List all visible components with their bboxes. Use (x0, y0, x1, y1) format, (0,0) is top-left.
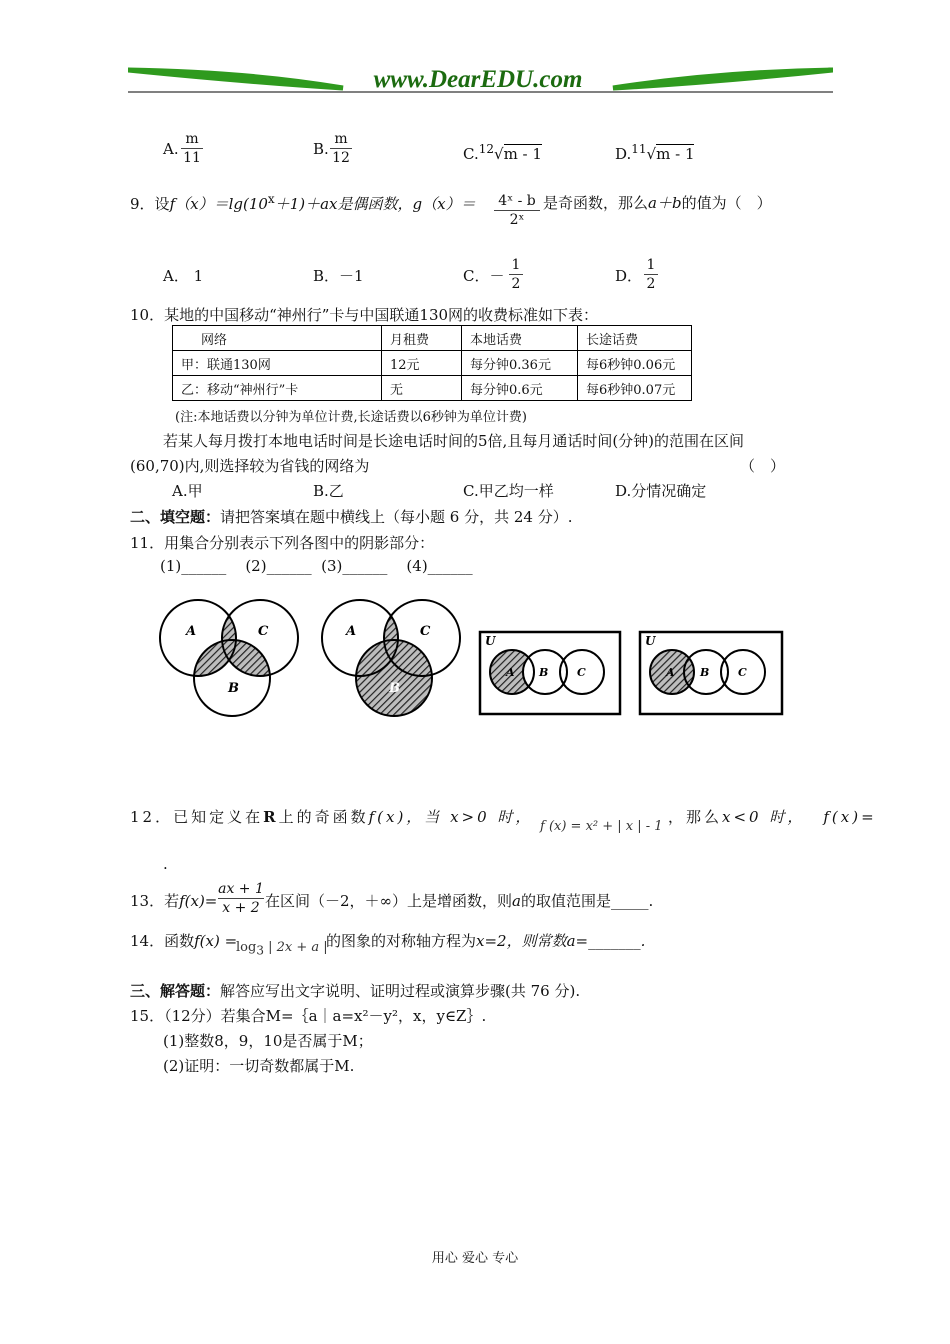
q12-part: 12．已知定义在 (130, 808, 264, 826)
frac-numerator: m (334, 131, 348, 147)
q9-sup: x (267, 192, 275, 206)
answer-paren: （ ） (740, 457, 786, 475)
q15-text: 15．（12分）若集合M=｛a｜a=x²－y²，x，y∈Z｝. (130, 1007, 487, 1025)
logo-text: www.DearEDU.com (373, 66, 583, 93)
log-base: 3 (256, 943, 264, 958)
table-cell: 无 (382, 376, 462, 401)
q9-part: 的值为（ ） (681, 194, 772, 212)
frac-numerator: 4ˣ - b (498, 193, 536, 209)
section-instructions: 请把答案填在题中横线上（每小题 6 分，共 24 分）. (220, 508, 573, 526)
section-2-heading (130, 506, 573, 527)
q10-text: 10．某地的中国移动“神州行”卡与中国联通130网的收费标准如下表： (130, 306, 599, 324)
table-header-cell: 网络 (173, 326, 382, 351)
section-3-heading (130, 980, 580, 1001)
q12-text (130, 806, 533, 827)
q9-part: a＋b (648, 194, 682, 212)
section-instructions: 解答应写出文字说明、证明过程或演算步骤(共 76 分). (220, 982, 581, 1000)
q12-part: x<0 时， (722, 808, 806, 826)
q13-part: 13．若 (130, 892, 180, 910)
q15-part-1: (1)整数8，9，10是否属于M； (163, 1032, 373, 1050)
q12-part: f(x)= (823, 808, 877, 826)
q13-part: a (512, 892, 521, 910)
q13-text-head (130, 890, 217, 911)
root-index: 12 (478, 142, 494, 156)
frac-denominator: 12 (332, 150, 350, 166)
table-row (173, 376, 692, 401)
table-cell: 每6秒钟0.07元 (578, 376, 692, 401)
q13-fraction (218, 880, 264, 917)
venn-label-c: C (738, 666, 747, 679)
q14-part: f(x) = (194, 932, 238, 950)
q9-part: ＋1)＋ax是偶函数，g（x）＝ (274, 195, 476, 213)
venn-label-c: C (420, 624, 431, 639)
q8-option-a-label: A. (163, 140, 179, 158)
table-header-cell: 本地话费 (462, 326, 578, 351)
section-title: 二、填空题： (130, 508, 221, 526)
section-title: 三、解答题： (130, 982, 221, 1000)
venn-label-a: A (666, 666, 675, 679)
venn-diagram-4 (640, 632, 782, 714)
q14-text-tail (326, 930, 645, 951)
q12-formula: f (x) = x² + | x | - 1 (540, 819, 663, 834)
q9-option-c-fraction (509, 256, 523, 293)
log-argument: | 2x + a | (268, 940, 328, 955)
q13-part: f(x)= (179, 892, 218, 910)
q8-option-b-fraction (330, 130, 352, 167)
q10-body-1: 若某人每月拨打本地电话时间是长途电话时间的5倍,且每月通话时间(分钟)的范围在区间 (163, 432, 745, 450)
q12-part: 上的奇函数 (278, 808, 369, 826)
radicand: m - 1 (656, 145, 695, 163)
q13-text-tail (265, 890, 653, 911)
q9-part: f（x）＝lg(10 (169, 195, 268, 213)
logo-left-swoosh (128, 70, 343, 88)
q9-option-d-fraction (644, 256, 658, 293)
frac-numerator: ax + 1 (218, 881, 264, 897)
q14-text-head (130, 930, 237, 951)
q10-option-c: C.甲乙均一样 (463, 482, 554, 500)
venn-label-u: U (645, 634, 656, 648)
venn-diagram-1 (160, 600, 298, 716)
venn-label-c: C (577, 666, 586, 679)
venn-label-a: A (506, 666, 515, 679)
frac-denominator: x + 2 (222, 900, 260, 916)
q9-option-a: A． 1 (163, 267, 204, 285)
q10-option-a: A.甲 (172, 482, 203, 500)
q9-option-b: B．－1 (313, 267, 364, 285)
frac-numerator: 1 (511, 257, 521, 273)
frac-denominator: 11 (183, 150, 201, 166)
radicand: m - 1 (503, 145, 542, 163)
q9-option-c-label: C．－ (463, 267, 505, 285)
q8-option-c (463, 142, 542, 163)
venn-label-a: A (186, 624, 197, 639)
question-number: 9． (130, 195, 155, 213)
frac-numerator: 1 (646, 257, 656, 273)
q9-text-tail (543, 192, 772, 213)
option-label: C. (463, 145, 479, 163)
radical-icon: √ (646, 145, 657, 163)
q12-part: ，那么 (668, 808, 723, 826)
venn-label-b: B (700, 666, 710, 679)
venn-label-b: B (389, 681, 400, 696)
fee-table (172, 325, 692, 401)
page-footer: 用心 爱心 专心 (431, 1251, 519, 1266)
venn-diagram-2 (322, 600, 460, 716)
q11-text: 11．用集合分别表示下列各图中的阴影部分： (130, 534, 435, 552)
q13-part: 在区间（－2，＋∞）上是增函数，则 (265, 892, 513, 910)
venn-label-c: C (258, 624, 269, 639)
option-label: D. (615, 145, 632, 163)
venn-label-b: B (228, 681, 239, 696)
table-row (173, 351, 692, 376)
q12-part: f(x)，当 (368, 808, 443, 826)
root-index: 11 (631, 142, 647, 156)
q14-part: a=_______. (566, 932, 646, 950)
q10-option-b: B.乙 (313, 482, 344, 500)
table-header-cell: 长途话费 (578, 326, 692, 351)
frac-denominator: 2 (646, 276, 656, 292)
table-cell: 每6秒钟0.06元 (578, 351, 692, 376)
q11-blanks: (1)______ (2)______ (3)______ (4)______ (160, 557, 473, 575)
q10-body-2: (60,70)内,则选择较为省钱的网络为 (130, 457, 370, 475)
q9-text (130, 192, 476, 214)
q14-part: 的图象的对称轴方程为 (326, 932, 477, 950)
q10-note: (注:本地话费以分钟为单位计费,长途话费以6秒钟为单位计费) (175, 410, 527, 425)
frac-numerator: m (185, 131, 199, 147)
table-cell: 乙：移动“神州行”卡 (173, 376, 382, 401)
table-cell: 12元 (382, 351, 462, 376)
table-cell: 每分钟0.36元 (462, 351, 578, 376)
q12-part: x>0 时， (450, 808, 534, 826)
q9-part: 设 (154, 195, 170, 213)
q12-text-tail (668, 806, 877, 827)
venn-diagrams (150, 590, 790, 720)
q13-part: 的取值范围是_____. (521, 892, 654, 910)
venn-label-u: U (485, 634, 496, 648)
logo-right-swoosh (613, 70, 833, 88)
table-header-row (173, 326, 692, 351)
venn-diagram-3 (480, 632, 620, 714)
q15-part-2: (2)证明：一切奇数都属于M. (163, 1057, 355, 1075)
table-header-cell: 月租费 (382, 326, 462, 351)
q14-part: 14．函数 (130, 932, 195, 950)
frac-denominator: 2ˣ (509, 212, 525, 228)
venn-label-a: A (346, 624, 357, 639)
q8-option-a-fraction (181, 130, 203, 167)
q14-part: x=2，则常数 (476, 932, 567, 950)
venn-label-b: B (539, 666, 549, 679)
log-symbol: log (236, 940, 257, 955)
q9-option-d-label: D． (615, 267, 643, 285)
q12-dot: . (163, 855, 168, 873)
q8-option-d (615, 142, 694, 163)
q9-part: 是奇函数，那么 (543, 194, 649, 212)
q9-fraction (494, 192, 540, 229)
table-cell: 每分钟0.6元 (462, 376, 578, 401)
frac-denominator: 2 (511, 276, 521, 292)
table-cell: 甲：联通130网 (173, 351, 382, 376)
q14-log-expr (236, 940, 328, 958)
q12-part: R (263, 808, 279, 826)
radical-icon: √ (494, 145, 504, 163)
q8-option-b-label: B. (313, 140, 329, 158)
q10-option-d: D.分情况确定 (615, 482, 707, 500)
header-logo (128, 60, 833, 94)
